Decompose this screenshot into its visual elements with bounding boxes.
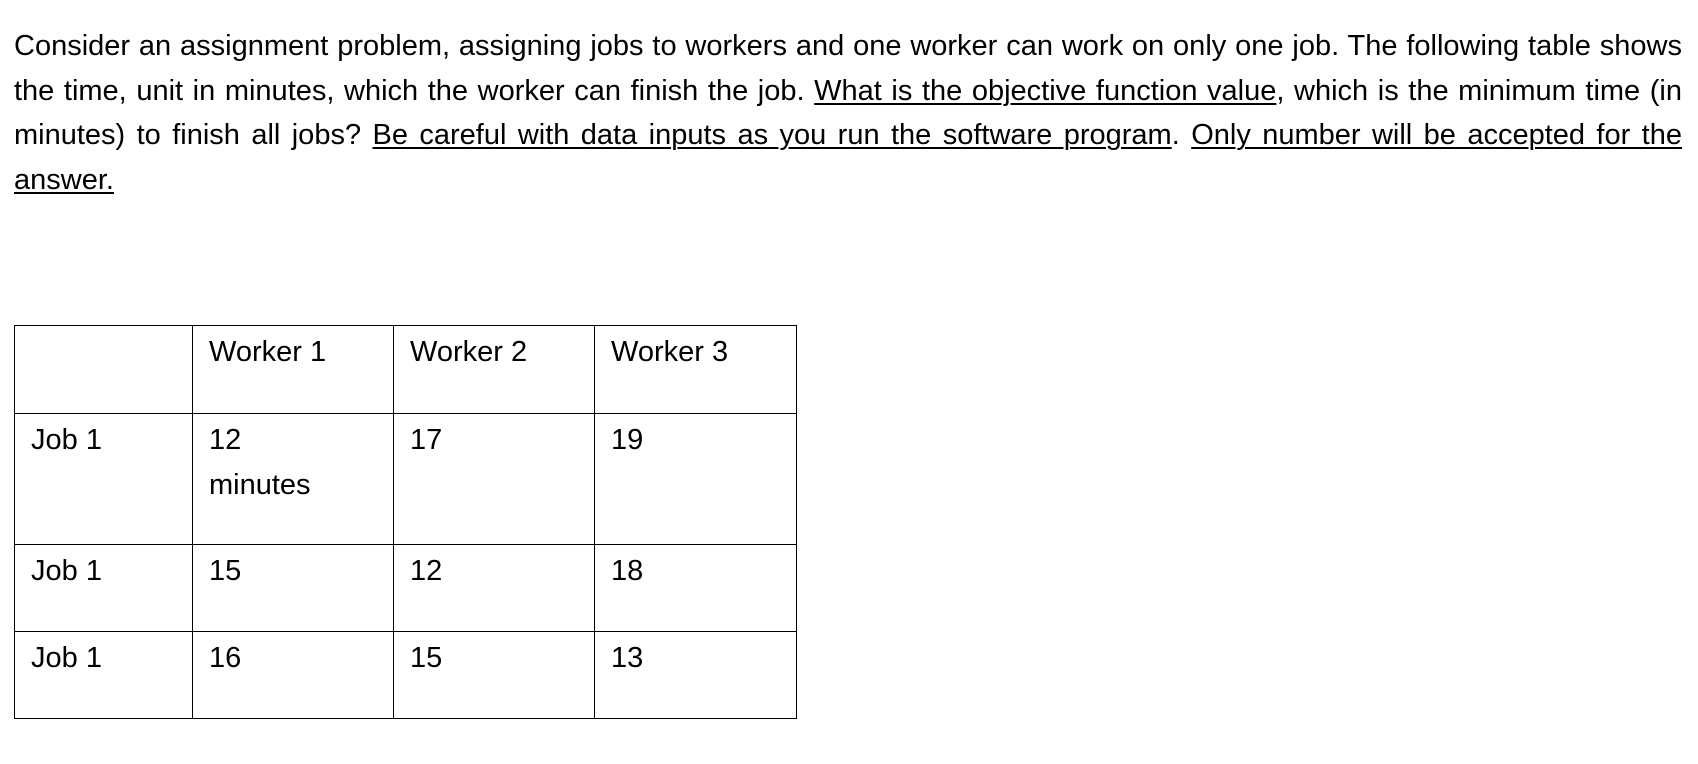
header-worker-2: Worker 2 [394,326,595,414]
question-part-2: , which is the minimum time (in minutes) to finish all jobs? [14,74,1682,151]
table-row [15,414,797,545]
time-cell: 18 [595,545,797,632]
time-cell: 12 [394,545,595,632]
time-cell [193,414,394,545]
question-text [14,24,1682,202]
question-underline-number-only: Only number will be accepted for the answer. [14,119,1682,196]
row-label-job: Job 1 [15,545,193,632]
assignment-time-table [14,325,797,719]
time-value: 12 [209,424,242,456]
question-underline-objective: What is the objective function value [814,74,1277,107]
table-corner-cell [15,326,193,414]
table-row [15,632,797,719]
table-header-row [15,326,797,414]
time-cell: 15 [394,632,595,719]
time-cell: 15 [193,545,394,632]
time-cell: 13 [595,632,797,719]
header-worker-3: Worker 3 [595,326,797,414]
header-worker-1: Worker 1 [193,326,394,414]
question-part-3: . [1171,119,1192,151]
time-cell: 19 [595,414,797,545]
time-unit: minutes [209,468,311,501]
time-cell: 16 [193,632,394,719]
row-label-job: Job 1 [15,632,193,719]
question-part-1: Consider an assignment problem, assigning jobs to workers and one worker can work on only one job. The following table shows the time, unit in minutes, which the worker can finish the job. [14,30,1682,107]
row-label-job: Job 1 [15,414,193,545]
time-cell: 17 [394,414,595,545]
question-underline-careful: Be careful with data inputs as you run the software program [372,119,1172,151]
table-row [15,545,797,632]
